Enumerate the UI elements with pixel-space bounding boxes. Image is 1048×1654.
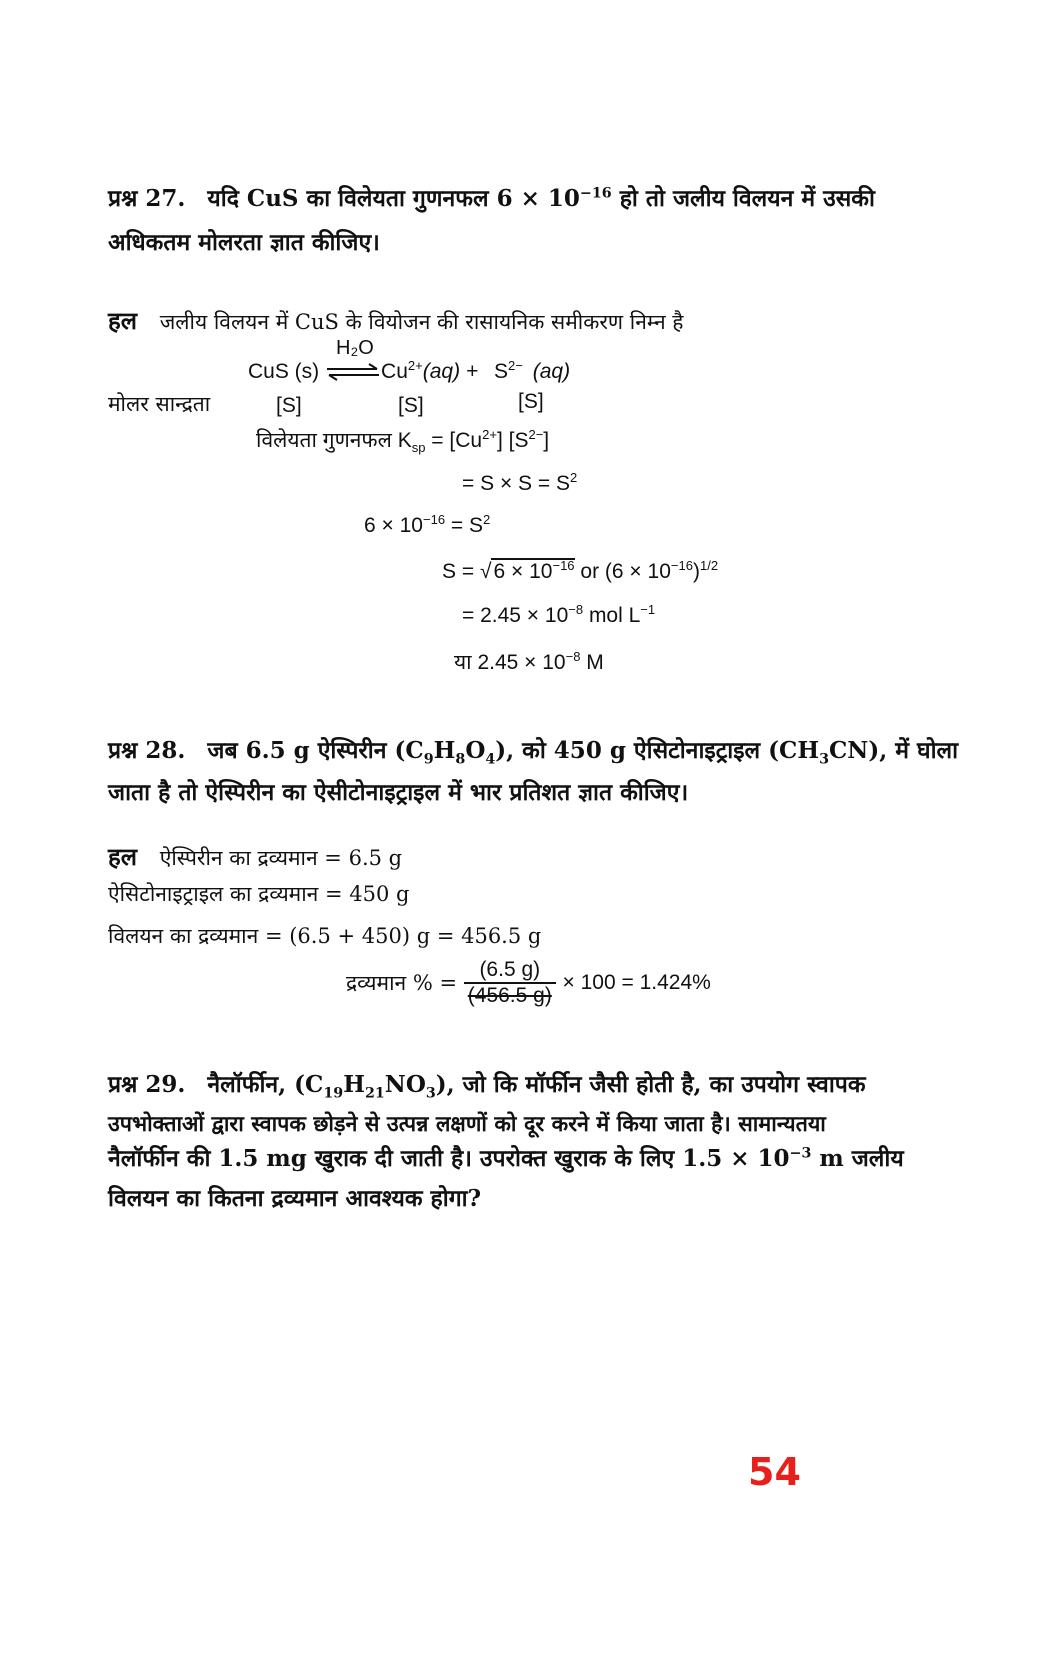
question-29-line-2: उपभोक्ताओं द्वारा स्वापक छोड़ने से उत्पन्न लक्षणों को दूर करने में किया जाता है। सामान्यतया — [108, 1112, 826, 1137]
solution-label: हल — [108, 842, 138, 871]
concentration-3: [S] — [518, 390, 544, 413]
step-3: $6 \times 10^{-16} = S^2$ — [364, 512, 491, 537]
question-label: प्रश्न 27. — [108, 185, 186, 212]
sqrt-icon: √ — [479, 560, 492, 583]
ksp-expression: विलेयता गुणनफल $K_{sp} = [Cu^{2+}]$ $[S^{2-}]$ — [256, 427, 550, 456]
dissociation-equation: CuS (s) $Cu^{2+}(aq) + S^{2-}$ (aq) — [248, 358, 571, 383]
question-text: जब 6.5 g ऐस्पिरीन $(C_9H_8O_4)$, को 450 g ऐसिटोनाइट्राइल $(CH_3CN)$, में घोला — [207, 737, 959, 768]
mass-fraction — [464, 958, 556, 1008]
molar-concentration-label: मोलर सान्द्रता — [108, 392, 211, 416]
question-label: प्रश्न 28. — [108, 737, 186, 764]
step-5: = $2.45 \times 10^{-8}$ mol $L^{-1}$ — [462, 602, 656, 627]
solution-28-line-1: हल ऐस्पिरीन का द्रव्यमान = 6.5 g — [108, 842, 403, 871]
question-29 — [108, 1068, 866, 1102]
arrow-label: H₂O — [336, 337, 374, 359]
solution-27-intro: हल जलीय विलयन में CuS के वियोजन की रासायनिक समीकरण निम्न है — [108, 306, 684, 335]
question-29-line-3: नैलॉर्फीन की 1.5 mg खुराक दी जाती है। उपरोक्त खुराक के लिए $1.5 \times 10^{-3}$ m जलीय — [108, 1145, 904, 1172]
concentration-1: [S] — [276, 394, 302, 417]
question-28-line-2: जाता है तो ऐस्पिरीन का ऐसीटोनाइट्राइल में भार प्रतिशत ज्ञात कीजिए। — [108, 779, 689, 806]
mass-percent-formula: द्रव्यमान % = $\frac{(6.5 g)}{(456.5 g)}$ × 100 = 1.424% — [346, 958, 711, 1007]
step-2: = $S \times S = S^2$ — [462, 470, 578, 495]
fraction-numerator: (6.5 g) — [464, 958, 556, 984]
reactant: CuS (s) — [248, 360, 320, 383]
equilibrium-arrow-icon — [325, 362, 381, 382]
solution-28-line-2: ऐसिटोनाइट्राइल का द्रव्यमान = 450 g — [108, 882, 410, 906]
question-29-line-4: विलयन का कितना द्रव्यमान आवश्यक होगा? — [108, 1185, 482, 1212]
solution-28-line-3: विलयन का द्रव्यमान = (6.5 + 450) g = 456.5 g — [108, 924, 542, 948]
question-text: नैलॉर्फीन, $(C_{19}H_{21}NO_3)$, जो कि मॉर्फीन जैसी होती है, का उपयोग स्वापक — [207, 1071, 866, 1102]
question-27-line-2: अधिकतम मोलरता ज्ञात कीजिए। — [108, 229, 380, 256]
concentration-2: [S] — [398, 394, 424, 417]
page-number: 54 — [748, 1450, 801, 1494]
step-6: या $2.45 \times 10^{-8}$ M — [454, 649, 604, 674]
question-text: यदि CuS का विलेयता गुणनफल $6 \times 10^{-16}$ हो तो जलीय विलयन में उसकी — [207, 185, 875, 212]
question-28 — [108, 734, 958, 768]
solution-label: हल — [108, 306, 138, 335]
question-label: प्रश्न 29. — [108, 1071, 186, 1098]
question-27 — [108, 182, 875, 216]
fraction-denominator: (456.5 g) — [467, 984, 552, 1007]
step-4: $S = √6 \times 10^{-16}$ or $(6 \times 10^{-16})^{1/2}$ — [442, 558, 719, 583]
